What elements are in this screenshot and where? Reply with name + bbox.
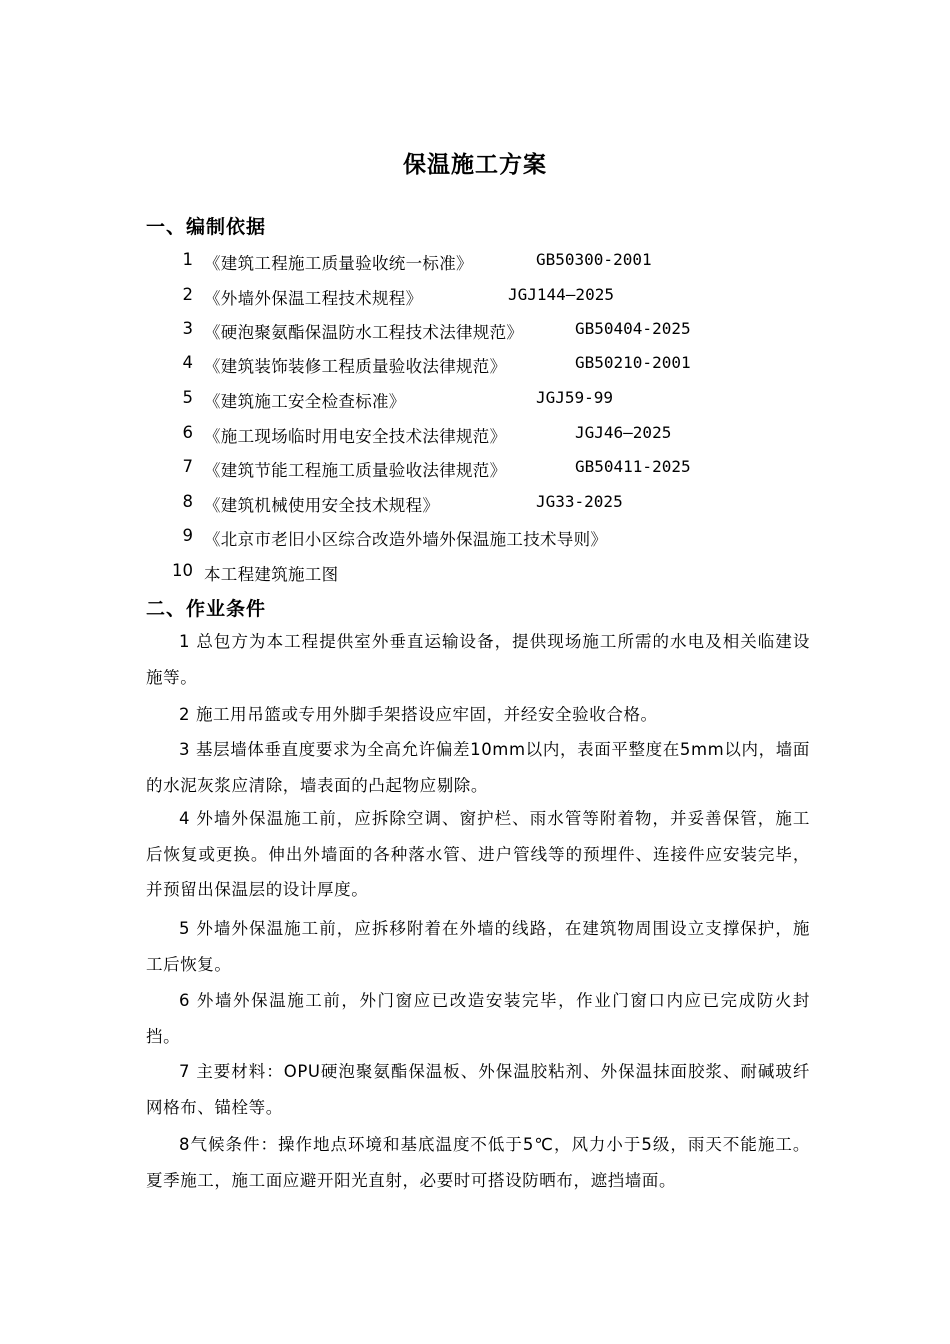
condition-paragraph: 1 总包方为本工程提供室外垂直运输设备，提供现场施工所需的水电及相关临建设施等。 xyxy=(146,632,810,687)
reference-item xyxy=(0,526,950,556)
reference-code: GB50300-2001 xyxy=(536,250,652,269)
reference-code: JG33-2025 xyxy=(536,492,623,511)
reference-name: 《北京市老旧小区综合改造外墙外保温施工技术导则》 xyxy=(204,530,608,549)
reference-item xyxy=(0,457,950,487)
reference-number: 1 xyxy=(182,250,193,269)
reference-code: JGJ46—2025 xyxy=(575,423,672,442)
condition-paragraph: 7 主要材料：OPU硬泡聚氨酯保温板、外保温胶粘剂、外保温抹面胶浆、耐碱玻纤网格布、锚栓等。 xyxy=(146,1062,810,1117)
reference-number: 2 xyxy=(182,285,193,304)
section-heading-basis: 一、编制依据 xyxy=(146,216,267,238)
reference-name: 本工程建筑施工图 xyxy=(204,565,339,584)
reference-item xyxy=(0,319,950,349)
reference-code: JGJ59-99 xyxy=(536,388,614,407)
reference-item xyxy=(0,492,950,522)
condition-paragraph: 5 外墙外保温施工前，应拆移附着在外墙的线路，在建筑物周围设立支撑保护，施工后恢复。 xyxy=(146,919,810,974)
reference-code: GB50210-2001 xyxy=(575,353,691,372)
reference-number: 5 xyxy=(182,388,193,407)
reference-item xyxy=(0,285,950,315)
reference-number: 10 xyxy=(172,561,193,580)
reference-name: 《建筑装饰装修工程质量验收法律规范》 xyxy=(204,357,507,376)
reference-number: 8 xyxy=(182,492,193,511)
reference-name: 《建筑施工安全检查标准》 xyxy=(204,392,406,411)
reference-item xyxy=(0,561,950,591)
reference-name: 《建筑机械使用安全技术规程》 xyxy=(204,496,440,515)
reference-number: 9 xyxy=(182,526,193,545)
reference-number: 7 xyxy=(182,457,193,476)
condition-paragraph: 6 外墙外保温施工前，外门窗应已改造安装完毕，作业门窗口内应已完成防火封挡。 xyxy=(146,991,810,1046)
reference-number: 6 xyxy=(182,423,193,442)
reference-code: JGJ144—2025 xyxy=(508,285,614,304)
condition-paragraph: 2 施工用吊篮或专用外脚手架搭设应牢固，并经安全验收合格。 xyxy=(179,705,658,724)
reference-number: 4 xyxy=(182,353,193,372)
reference-name: 《建筑节能工程施工质量验收法律规范》 xyxy=(204,461,507,480)
condition-paragraph: 8气候条件：操作地点环境和基底温度不低于5℃，风力小于5级，雨天不能施工。夏季施工，施工面应避开阳光直射，必要时可搭设防晒布，遮挡墙面。 xyxy=(146,1135,810,1190)
reference-name: 《施工现场临时用电安全技术法律规范》 xyxy=(204,427,507,446)
reference-name: 《硬泡聚氨酯保温防水工程技术法律规范》 xyxy=(204,323,524,342)
reference-item xyxy=(0,423,950,453)
condition-paragraph: 3 基层墙体垂直度要求为全高允许偏差10mm以内，表面平整度在5mm以内，墙面的水泥灰浆应清除，墙表面的凸起物应剔除。 xyxy=(146,740,810,795)
reference-code: GB50404-2025 xyxy=(575,319,691,338)
reference-item xyxy=(0,353,950,383)
reference-item xyxy=(0,388,950,418)
page-title: 保温施工方案 xyxy=(403,151,547,178)
reference-code: GB50411-2025 xyxy=(575,457,691,476)
reference-item xyxy=(0,250,950,280)
reference-number: 3 xyxy=(182,319,193,338)
condition-paragraph: 4 外墙外保温施工前，应拆除空调、窗护栏、雨水管等附着物，并妥善保管，施工后恢复或更换。伸出外墙面的各种落水管、进户管线等的预埋件、连接件应安装完毕，并预留出保温层的设计厚度。 xyxy=(146,809,810,899)
reference-name: 《建筑工程施工质量验收统一标准》 xyxy=(204,254,473,273)
section-heading-conditions: 二、作业条件 xyxy=(146,598,267,620)
reference-name: 《外墙外保温工程技术规程》 xyxy=(204,289,423,308)
